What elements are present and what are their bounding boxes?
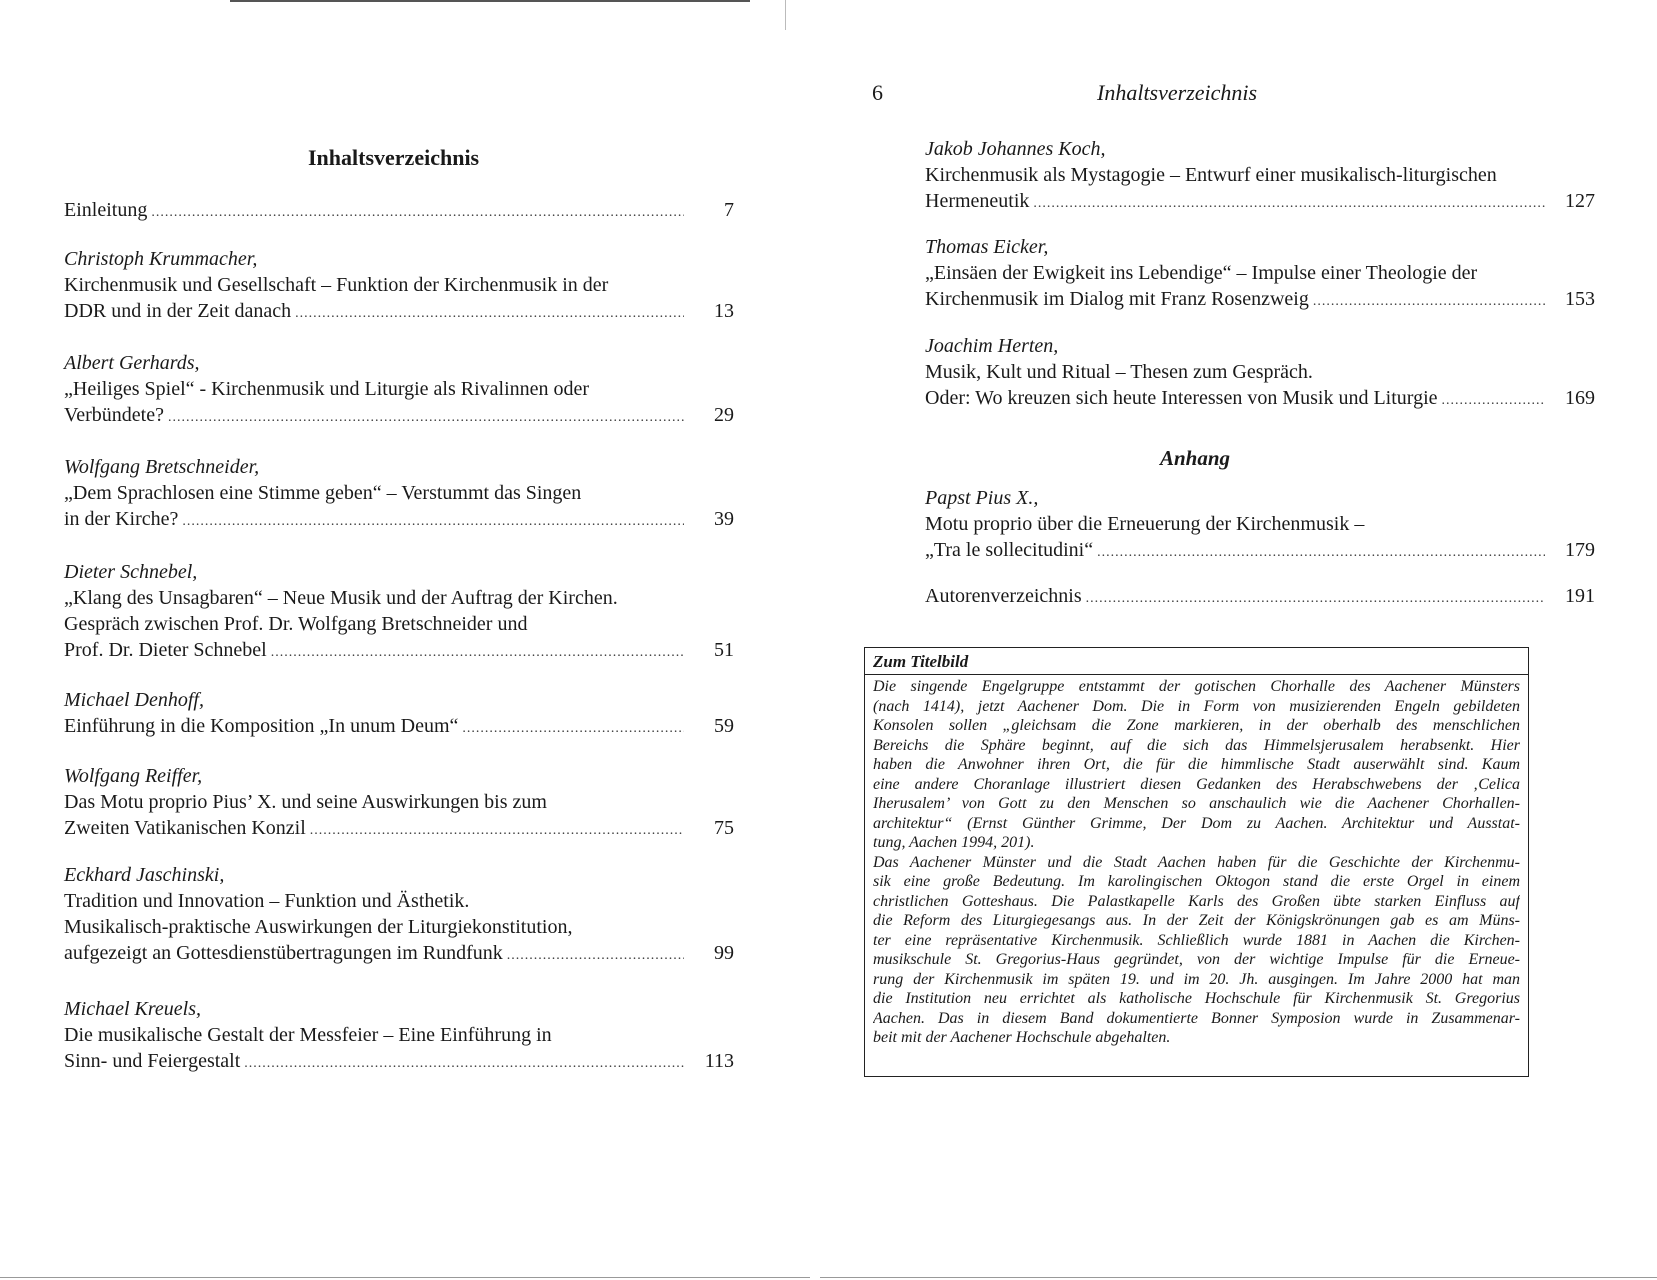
- toc-entry: [925, 234, 1595, 315]
- dot-leader: [1313, 289, 1545, 315]
- toc-entry-title-line: in der Kirche?: [64, 508, 179, 530]
- toc-entry-title-line: Das Motu proprio Pius’ X. und seine Auswirkungen bis zum: [64, 791, 547, 813]
- caption-text: [873, 677, 1520, 1048]
- page-number: 6: [872, 80, 883, 105]
- toc-entry-page-number: 113: [704, 1050, 734, 1072]
- dot-leader: [295, 301, 684, 327]
- toc-entry: [925, 333, 1595, 414]
- toc-entry-page-number: 13: [714, 300, 734, 322]
- toc-entry-page-number: 169: [1565, 387, 1595, 409]
- caption-heading: Zum Titelbild: [873, 652, 969, 671]
- right-page: [820, 0, 1657, 1280]
- toc-entry-title-line: „Dem Sprachlosen eine Stimme geben“ – Verstummt das Singen: [64, 482, 582, 504]
- dot-leader: [168, 405, 684, 431]
- toc-entry: [64, 763, 734, 844]
- toc-entry-author: Michael Kreuels,: [64, 998, 202, 1020]
- toc-entry-title-line: Tradition und Innovation – Funktion und Ästhetik.: [64, 890, 470, 912]
- toc-entry-author: Christoph Krummacher,: [64, 248, 258, 270]
- caption-line: ter eine repräsentative Kirchenmusik. Schließlich wurde 1881 in Aachen die Kirchen-: [873, 931, 1520, 949]
- toc-entry-author: Papst Pius X.,: [925, 487, 1039, 509]
- caption-line: haben die Anwohner ihren Ort, die für die himmlische Stadt auserwählt sind. Kaum: [873, 756, 1520, 773]
- toc-entry-last-line: [64, 402, 734, 431]
- toc-entry-page-number: 191: [1565, 585, 1595, 607]
- gutter-mark: [785, 0, 786, 30]
- caption-line: christlichen Gotteshaus. Die Palastkapelle Karls des Großen übte starken Einfluss auf: [873, 892, 1520, 910]
- toc-entry-last-line: [64, 815, 734, 844]
- caption-line: tung, Aachen 1994, 201).: [873, 834, 1035, 851]
- section-heading-anhang: Anhang: [1160, 446, 1231, 470]
- toc-entry-title-line: DDR und in der Zeit danach: [64, 300, 292, 322]
- toc-entry-page-number: 29: [714, 404, 734, 426]
- caption-line: (nach 1414), jetzt Aachener Dom. Die in Form von musizierenden Engeln gebildeten: [873, 697, 1520, 715]
- caption-line: Aachen. Das in diesem Band dokumentierte Bonner Symposion wurde in Zusammenar-: [873, 1009, 1520, 1027]
- toc-entry-page-number: 7: [724, 199, 734, 221]
- toc-entry-last-line: [64, 637, 734, 666]
- toc-entry-author: Dieter Schnebel,: [64, 561, 198, 583]
- toc-entry-title-line: Einführung in die Komposition „In unum Deum“: [64, 715, 459, 737]
- caption-box: [864, 647, 1529, 1077]
- toc-entry-title-line: Kirchenmusik als Mystagogie – Entwurf einer musikalisch-liturgischen: [925, 164, 1497, 186]
- toc-entry-author: Michael Denhoff,: [64, 689, 204, 711]
- toc-entry-last-line: [64, 940, 734, 969]
- toc-entry-title-line: „Einsäen der Ewigkeit ins Lebendige“ – Impulse einer Theologie der: [925, 262, 1478, 284]
- toc-entry-title-line: „Klang des Unsagbaren“ – Neue Musik und der Auftrag der Kirchen.: [64, 587, 618, 609]
- toc-title: Inhaltsverzeichnis: [308, 145, 480, 170]
- toc-entry: [64, 559, 734, 666]
- toc-entry-title-line: Zweiten Vatikanischen Konzil: [64, 817, 306, 839]
- toc-entry-title-line: Verbündete?: [64, 404, 164, 426]
- toc-entry-page-number: 59: [714, 715, 734, 737]
- toc-entry-title-line: aufgezeigt an Gottesdienstübertragungen im Rundfunk: [64, 942, 503, 964]
- left-page: [0, 0, 810, 1280]
- toc-entry: [925, 583, 1595, 612]
- toc-entry-page-number: 99: [714, 942, 734, 964]
- dot-leader: [271, 640, 684, 666]
- toc-entry-page-number: 75: [714, 817, 734, 839]
- toc-entry: [64, 996, 734, 1077]
- toc-entry-title-line: Prof. Dr. Dieter Schnebel: [64, 639, 267, 661]
- toc-entry-page-number: 39: [714, 508, 734, 530]
- toc-entry-author: Wolfgang Reiffer,: [64, 765, 203, 787]
- toc-entry-author: Eckhard Jaschinski,: [64, 864, 225, 886]
- toc-entry-page-number: 179: [1565, 539, 1595, 561]
- toc-entry-page-number: 127: [1565, 190, 1595, 212]
- toc-entry-author: Jakob Johannes Koch,: [925, 138, 1106, 160]
- caption-line: die Reform des Liturgiegesangs aus. In der Zeit der Königskrönungen gab es am Müns-: [873, 912, 1520, 929]
- toc-entry-author: Joachim Herten,: [925, 335, 1059, 357]
- toc-entry-last-line: [64, 713, 734, 742]
- toc-entry: [64, 246, 734, 327]
- dot-leader: [462, 716, 684, 742]
- toc-entry: [925, 485, 1595, 566]
- toc-entry-author: Thomas Eicker,: [925, 236, 1049, 258]
- toc-entry-title-line: Autorenverzeichnis: [925, 585, 1082, 607]
- dot-leader: [1097, 540, 1545, 566]
- toc-entry-page-number: 153: [1565, 288, 1595, 310]
- toc-entry: [64, 862, 734, 969]
- toc-entry-page-number: 51: [714, 639, 734, 661]
- toc-entry-last-line: [64, 298, 734, 327]
- dot-leader: [182, 509, 684, 535]
- page-edge-bottom: [0, 1277, 810, 1278]
- toc-entry-author: Wolfgang Bretschneider,: [64, 456, 260, 478]
- caption-line: architektur“ (Ernst Günther Grimme, Der Dom zu Aachen. Architektur und Ausstat-: [873, 814, 1520, 832]
- toc-entry-last-line: [925, 286, 1595, 315]
- toc-entry-title-line: Kirchenmusik und Gesellschaft – Funktion der Kirchenmusik in der: [64, 274, 609, 296]
- toc-entry-last-line: [925, 385, 1595, 414]
- toc-entry-last-line: [64, 197, 734, 226]
- caption-divider: [865, 674, 1528, 675]
- toc-entry-title-line: Sinn- und Feiergestalt: [64, 1050, 241, 1072]
- page-edge-top: [230, 0, 750, 2]
- dot-leader: [244, 1051, 684, 1077]
- toc-entry-last-line: [925, 188, 1595, 217]
- running-title: Inhaltsverzeichnis: [1097, 80, 1258, 105]
- caption-line: rung der Kirchenmusik im späten 19. und im 20. Jh. ausgingen. Im Jahre 2000 hat man: [873, 970, 1520, 988]
- caption-line: Konsolen sollen „gleichsam die Zone markieren, in der oberhalb des menschlichen: [873, 717, 1520, 734]
- toc-entry-title-line: Einleitung: [64, 199, 148, 221]
- toc-entry: [64, 197, 734, 226]
- toc-entry-last-line: [64, 506, 734, 535]
- toc-entry-title-line: Hermeneutik: [925, 190, 1030, 212]
- page-edge-bottom: [820, 1277, 1657, 1278]
- dot-leader: [1033, 191, 1545, 217]
- toc-entry-author: Albert Gerhards,: [64, 352, 200, 374]
- caption-line: sik eine große Bedeutung. Im karolingischen Oktogon stand die erste Orgel in einem: [873, 873, 1520, 890]
- dot-leader: [310, 818, 684, 844]
- caption-line: die Institution neu errichtet als katholische Hochschule für Kirchenmusik St. Gregorius: [873, 990, 1520, 1007]
- toc-entry: [925, 136, 1595, 217]
- toc-entry: [64, 687, 734, 742]
- dot-leader: [507, 943, 684, 969]
- dot-leader: [1442, 388, 1545, 414]
- toc-entry-title-line: Kirchenmusik im Dialog mit Franz Rosenzweig: [925, 288, 1309, 310]
- toc-entry-title-line: Die musikalische Gestalt der Messfeier – Eine Einführung in: [64, 1024, 552, 1046]
- toc-entry-last-line: [925, 537, 1595, 566]
- toc-entry-last-line: [64, 1048, 734, 1077]
- toc-entry-title-line: Gespräch zwischen Prof. Dr. Wolfgang Bretschneider und: [64, 613, 528, 635]
- toc-entry-title-line: Musikalisch-praktische Auswirkungen der Liturgiekonstitution,: [64, 916, 573, 938]
- toc-entry-title-line: Musik, Kult und Ritual – Thesen zum Gespräch.: [925, 361, 1313, 383]
- caption-line: Die singende Engelgruppe entstammt der gotischen Chorhalle des Aachener Münsters: [873, 678, 1520, 695]
- dot-leader: [1086, 586, 1545, 612]
- caption-line: Iherusalem’ von Gott zu den Menschen so anschaulich wie die Aachener Chorhallen-: [873, 795, 1520, 812]
- toc-entry-last-line: [925, 583, 1595, 612]
- toc-entry-title-line: Motu proprio über die Erneuerung der Kirchenmusik –: [925, 513, 1365, 535]
- toc-entry: [64, 350, 734, 431]
- caption-line: Bereichs die Sphäre beginnt, auf die sich das Himmelsjerusalem herabsenkt. Hier: [873, 736, 1520, 754]
- caption-line: beit mit der Aachener Hochschule abgehalten.: [873, 1029, 1171, 1046]
- toc-entry-title-line: „Tra le sollecitudini“: [925, 539, 1094, 561]
- toc-entry-title-line: Oder: Wo kreuzen sich heute Interessen von Musik und Liturgie: [925, 387, 1438, 409]
- caption-line: Das Aachener Münster und die Stadt Aachen haben für die Geschichte der Kirchenmu-: [873, 853, 1520, 871]
- caption-line: musikschule St. Gregorius-Haus gegründet, von der wichtige Impulse für die Erneue-: [873, 951, 1520, 968]
- toc-entry-title-line: „Heiliges Spiel“ - Kirchenmusik und Liturgie als Rivalinnen oder: [64, 378, 590, 400]
- caption-line: eine andere Choranlage illustriert diesen Gedanken des Herabschwebens der ‚Celica: [873, 775, 1520, 793]
- dot-leader: [151, 200, 684, 226]
- toc-entry: [64, 454, 734, 535]
